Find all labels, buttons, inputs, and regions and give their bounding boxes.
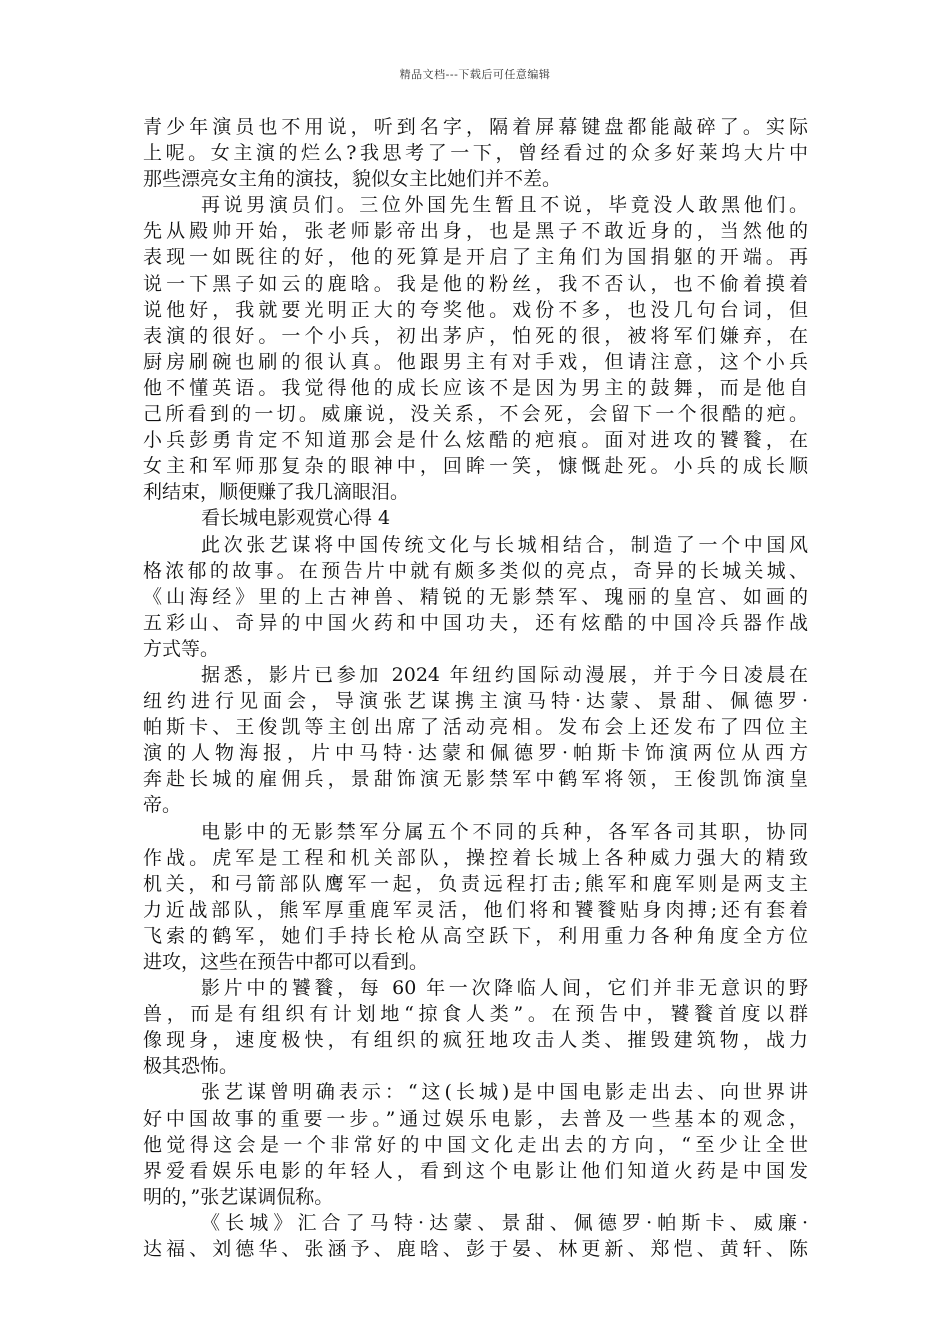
text-line: 《山海经》里的上古神兽、精锐的无影禁军、瑰丽的皇宫、如画的 <box>143 585 808 608</box>
text-line: 再说男演员们。三位外国先生暂且不说，毕竟没人敢黑他们。 <box>201 194 808 217</box>
text-line: 《长城》汇合了马特·达蒙、景甜、佩德罗·帕斯卡、威廉· <box>201 1211 808 1234</box>
text-line: 方式等。 <box>143 637 220 660</box>
text-line: 说他好，我就要光明正大的夸奖他。戏份不多，也没几句台词，但 <box>143 298 808 321</box>
text-line: 奔赴长城的雇佣兵，景甜饰演无影禁军中鹤军将领，王俊凯饰演皇 <box>143 768 808 791</box>
text-line: 他不懂英语。我觉得他的成长应该不是因为男主的鼓舞，而是他自 <box>143 376 808 399</box>
text-line: 电影中的无影禁军分属五个不同的兵种，各军各司其职，协同 <box>201 820 808 843</box>
text-line: 利结束，顺便赚了我几滴眼泪。 <box>143 481 410 504</box>
text-line: 极其恐怖。 <box>143 1055 239 1078</box>
text-line: 纽约进行见面会，导演张艺谋携主演马特·达蒙、景甜、佩德罗· <box>143 690 808 713</box>
text-line: 小兵彭勇肯定不知道那会是什么炫酷的疤痕。面对进攻的饕餮，在 <box>143 429 808 452</box>
text-line: 那些漂亮女主角的演技，貌似女主比她们并不差。 <box>143 168 562 191</box>
text-line: 表演的很好。一个小兵，初出茅庐，怕死的很，被将军们嫌弃，在 <box>143 324 808 347</box>
text-line: 影片中的饕餮，每 60 年一次降临人间，它们并非无意识的野 <box>201 977 808 1000</box>
text-line: 界爱看娱乐电影的年轻人，看到这个电影让他们知道火药是中国发 <box>143 1159 808 1182</box>
text-line: 作战。虎军是工程和机关部队，操控着长城上各种威力强大的精致 <box>143 846 808 869</box>
text-line: 兽，而是有组织有计划地“掠食人类”。在预告中，饕餮首度以群 <box>143 1003 808 1026</box>
text-line: 此次张艺谋将中国传统文化与长城相结合，制造了一个中国风 <box>201 533 808 556</box>
text-line: 明的，”张艺谋调侃称。 <box>143 1185 334 1208</box>
text-line: 表现一如既往的好，他的死算是开启了主角们为国捐躯的开端。再 <box>143 246 808 269</box>
text-line: 格浓郁的故事。在预告片中就有颇多类似的亮点，奇异的长城关城、 <box>143 559 808 582</box>
page-header: 精品文档---下载后可任意编辑 <box>399 68 551 81</box>
text-line: 机关，和弓箭部队鹰军一起，负责远程打击;熊军和鹿军则是两支主 <box>143 872 808 895</box>
text-line: 好中国故事的重要一步。”通过娱乐电影，去普及一些基本的观念， <box>143 1107 808 1130</box>
document-body <box>143 114 808 1262</box>
text-line: 像现身，速度极快，有组织的疯狂地攻击人类、摧毁建筑物，战力 <box>143 1029 808 1052</box>
text-line: 青少年演员也不用说，听到名字，隔着屏幕键盘都能敲碎了。实际 <box>143 116 808 138</box>
text-line: 他觉得这会是一个非常好的中国文化走出去的方向，“至少让全世 <box>143 1133 808 1156</box>
text-line: 女主和军师那复杂的眼神中，回眸一笑，慷慨赴死。小兵的成长顺 <box>143 455 808 478</box>
text-line: 帝。 <box>143 794 182 817</box>
text-line: 先从殿帅开始，张老师影帝出身，也是黑子不敢近身的，当然他的 <box>143 220 808 243</box>
text-line: 达福、刘德华、张涵予、鹿晗、彭于晏、林更新、郑恺、黄轩、陈 <box>143 1238 808 1261</box>
text-line: 看长城电影观赏心得 4 <box>201 507 391 530</box>
text-line: 进攻，这些在预告中都可以看到。 <box>143 951 429 973</box>
text-line: 己所看到的一切。威廉说，没关系，不会死，会留下一个很酷的疤。 <box>143 403 808 426</box>
text-line: 演的人物海报，片中马特·达蒙和佩德罗·帕斯卡饰演两位从西方 <box>143 742 808 765</box>
text-line: 力近战部队，熊军厚重鹿军灵活，他们将和饕餮贴身肉搏;还有套着 <box>143 898 808 921</box>
text-line: 说一下黑子如云的鹿晗。我是他的粉丝，我不否认，也不偷着摸着 <box>143 272 808 295</box>
text-line: 张艺谋曾明确表示：“这(长城)是中国电影走出去、向世界讲 <box>201 1081 808 1104</box>
text-line: 飞索的鹤军，她们手持长枪从高空跃下，利用重力各种角度全方位 <box>143 924 808 947</box>
text-line: 五彩山、奇异的中国火药和中国功夫，还有炫酷的中国冷兵器作战 <box>143 611 808 634</box>
text-line: 帕斯卡、王俊凯等主创出席了活动亮相。发布会上还发布了四位主 <box>143 716 808 739</box>
text-line: 据悉，影片已参加 2024 年纽约国际动漫展，并于今日凌晨在 <box>201 663 808 686</box>
text-line: 厨房刷碗也刷的很认真。他跟男主有对手戏，但请注意，这个小兵 <box>143 350 808 373</box>
text-line: 上呢。女主演的烂么?我思考了一下，曾经看过的众多好莱坞大片中 <box>143 142 808 165</box>
